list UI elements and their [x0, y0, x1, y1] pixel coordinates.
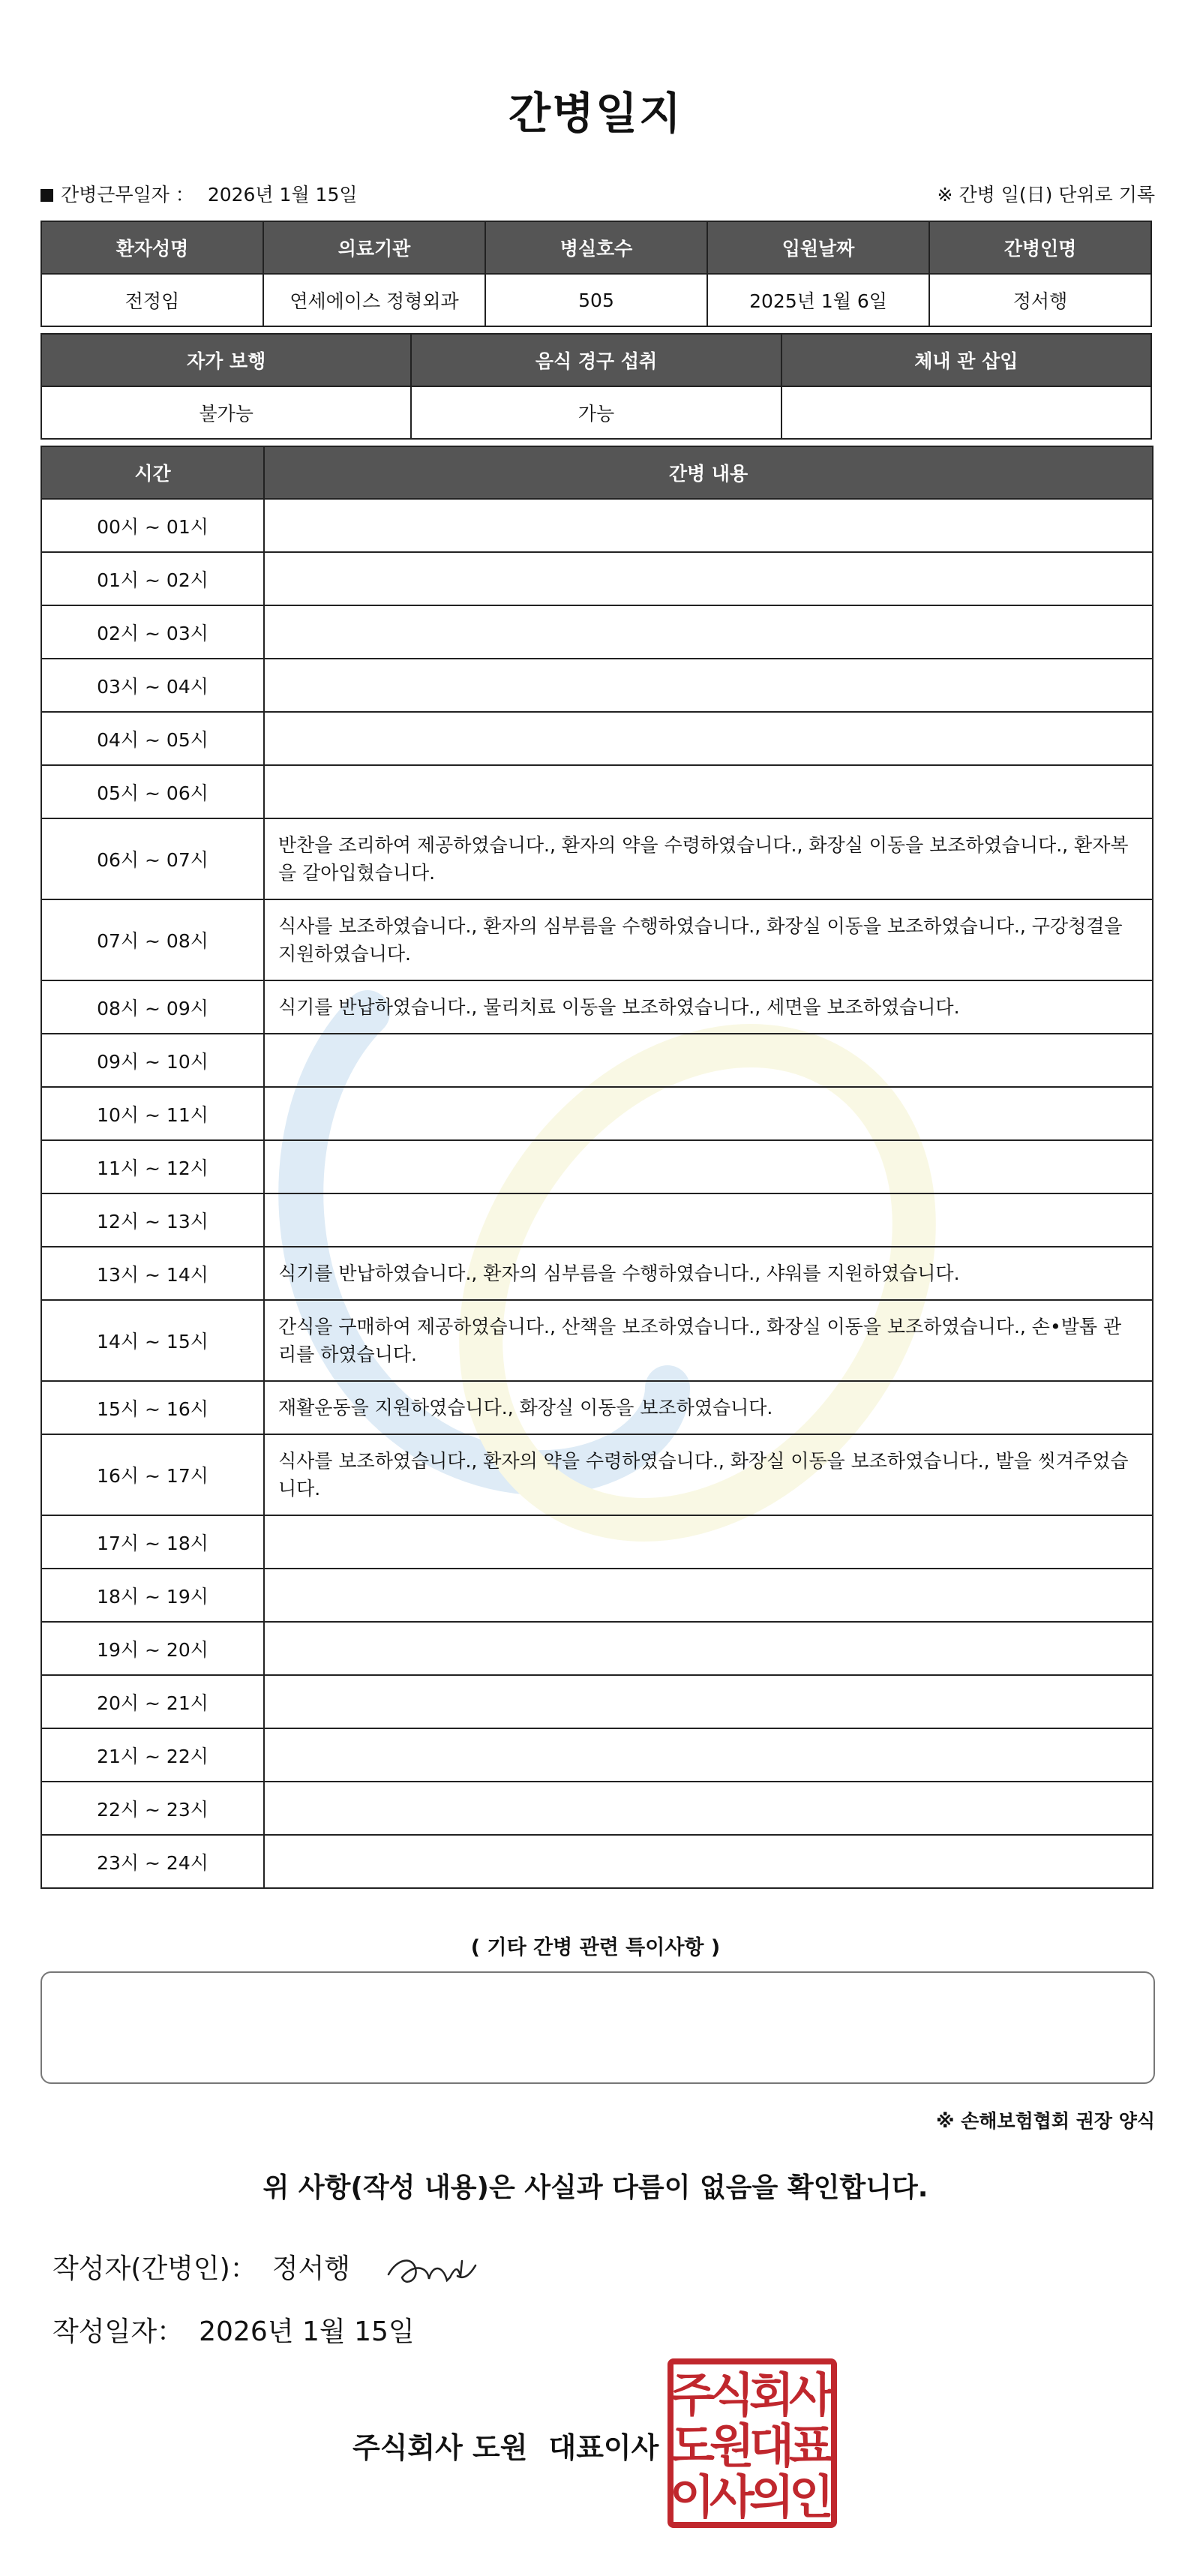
header-patient-name: 환자성명 [41, 221, 263, 274]
table-row [41, 1835, 1153, 1888]
table-row [41, 899, 1153, 980]
svg-text:원: 원 [710, 2418, 754, 2473]
table-row [41, 818, 1153, 899]
table-row [41, 1034, 1153, 1087]
table-row [41, 980, 1153, 1034]
company-seal-icon [668, 2358, 837, 2528]
header-time: 시간 [41, 446, 264, 499]
status-value-row [41, 386, 1151, 439]
header-caregiver: 간병인명 [929, 221, 1151, 274]
time-slot: 13시 ~ 14시 [41, 1247, 264, 1300]
tube-insertion-value [782, 386, 1151, 439]
work-date-value: 2026년 1월 15일 [207, 184, 358, 206]
header-oral-intake: 음식 경구 섭취 [411, 334, 781, 386]
time-slot: 23시 ~ 24시 [41, 1835, 264, 1888]
special-notes-title: ( 기타 간병 관련 특이사항 ) [470, 1936, 721, 1959]
time-slot: 21시 ~ 22시 [41, 1728, 264, 1782]
square-bullet-icon [40, 189, 53, 202]
care-content [264, 712, 1153, 765]
time-slot: 02시 ~ 03시 [41, 605, 264, 659]
table-row [41, 1622, 1153, 1675]
time-slot: 00시 ~ 01시 [41, 499, 264, 552]
care-content [264, 1034, 1153, 1087]
svg-text:사: 사 [789, 2367, 834, 2422]
svg-text:도: 도 [670, 2418, 715, 2473]
table-row [41, 1515, 1153, 1569]
table-row [41, 499, 1153, 552]
header-hospital: 의료기관 [263, 221, 485, 274]
room-number: 505 [485, 274, 707, 326]
table-row [41, 1300, 1153, 1381]
confirm-statement: 위 사항(작성 내용)은 사실과 다름이 없음을 확인합니다. [262, 2172, 928, 2203]
company-line [352, 2424, 658, 2466]
care-content: 식기를 반납하였습니다., 물리치료 이동을 보조하였습니다., 세면을 보조하였습니다. [264, 980, 1153, 1034]
time-slot: 14시 ~ 15시 [41, 1300, 264, 1381]
work-date-label: 간병근무일자 ： [61, 184, 194, 206]
care-content: 간식을 구매하여 제공하였습니다., 산책을 보조하였습니다., 화장실 이동을 보조하였습니다., 손•발톱 관리를 하였습니다. [264, 1300, 1153, 1381]
writer-label: 작성자(간병인)： [52, 2253, 257, 2284]
special-notes-box [40, 1971, 1155, 2084]
care-content [264, 1087, 1153, 1140]
patient-value-row [41, 274, 1151, 326]
patient-name: 전정임 [41, 274, 263, 326]
care-content [264, 1782, 1153, 1835]
svg-text:사: 사 [710, 2469, 754, 2524]
svg-text:의: 의 [749, 2469, 794, 2524]
time-slot: 08시 ~ 09시 [41, 980, 264, 1034]
table-row [41, 1782, 1153, 1835]
patient-header-row [41, 221, 1151, 274]
patient-status-table [40, 333, 1152, 440]
oral-intake-value: 가능 [411, 386, 781, 439]
time-slot: 19시 ~ 20시 [41, 1622, 264, 1675]
time-slot: 20시 ~ 21시 [41, 1675, 264, 1728]
written-date-value: 2026년 1월 15일 [199, 2316, 415, 2347]
work-date-line [40, 180, 358, 207]
care-content [264, 1835, 1153, 1888]
time-slot: 22시 ~ 23시 [41, 1782, 264, 1835]
svg-text:대: 대 [749, 2418, 794, 2473]
time-slot: 10시 ~ 11시 [41, 1087, 264, 1140]
care-content [264, 659, 1153, 712]
care-content: 식기를 반납하였습니다., 환자의 심부름을 수행하였습니다., 샤워를 지원하였습니다. [264, 1247, 1153, 1300]
written-date-label: 작성일자： [52, 2316, 184, 2347]
svg-text:주: 주 [670, 2367, 715, 2422]
care-content [264, 1569, 1153, 1622]
recommend-note: ※ 손해보험협회 권장 양식 [936, 2110, 1155, 2132]
svg-text:인: 인 [789, 2469, 834, 2524]
time-slot: 06시 ~ 07시 [41, 818, 264, 899]
care-content [264, 1140, 1153, 1193]
svg-text:이: 이 [670, 2469, 715, 2524]
care-content [264, 1193, 1153, 1247]
walking-value: 불가능 [41, 386, 411, 439]
svg-text:회: 회 [749, 2367, 794, 2422]
svg-text:식: 식 [710, 2367, 754, 2422]
header-admission-date: 입원날짜 [707, 221, 929, 274]
header-walking: 자가 보행 [41, 334, 411, 386]
caregiver-name: 정서행 [929, 274, 1151, 326]
table-row [41, 1381, 1153, 1434]
status-header-row [41, 334, 1151, 386]
table-row [41, 1434, 1153, 1515]
table-row [41, 1569, 1153, 1622]
care-content: 재활운동을 지원하였습니다., 화장실 이동을 보조하였습니다. [264, 1381, 1153, 1434]
time-slot: 17시 ~ 18시 [41, 1515, 264, 1569]
patient-info-table [40, 221, 1152, 327]
care-log-table [40, 446, 1154, 1889]
care-content: 식사를 보조하였습니다., 환자의 약을 수령하였습니다., 화장실 이동을 보조하였습니다., 발을 씻겨주었습니다. [264, 1434, 1153, 1515]
table-row [41, 1675, 1153, 1728]
written-date-line [52, 2310, 415, 2349]
care-content [264, 605, 1153, 659]
table-row [41, 552, 1153, 605]
care-content: 식사를 보조하였습니다., 환자의 심부름을 수행하였습니다., 화장실 이동을 보조하였습니다., 구강청결을 지원하였습니다. [264, 899, 1153, 980]
svg-text:표: 표 [789, 2418, 834, 2473]
time-slot: 11시 ~ 12시 [41, 1140, 264, 1193]
header-care-content: 간병 내용 [264, 446, 1153, 499]
writer-name: 정서행 [272, 2253, 351, 2284]
table-row [41, 605, 1153, 659]
care-content [264, 1515, 1153, 1569]
care-content [264, 1675, 1153, 1728]
care-content [264, 552, 1153, 605]
document-title: 간병일지 [508, 88, 683, 139]
header-room: 병실호수 [485, 221, 707, 274]
hospital-name: 연세에이스 정형외과 [263, 274, 485, 326]
signature-icon [382, 2243, 480, 2295]
care-content [264, 1622, 1153, 1675]
table-row [41, 659, 1153, 712]
time-slot: 04시 ~ 05시 [41, 712, 264, 765]
time-slot: 05시 ~ 06시 [41, 765, 264, 818]
table-row [41, 712, 1153, 765]
company-name: 주식회사 도원 [352, 2431, 528, 2464]
time-slot: 09시 ~ 10시 [41, 1034, 264, 1087]
care-content [264, 499, 1153, 552]
table-row [41, 1087, 1153, 1140]
unit-note: ※ 간병 일(日) 단위로 기록 [937, 184, 1155, 206]
header-tube-insertion: 체내 관 삽입 [782, 334, 1151, 386]
care-content [264, 765, 1153, 818]
log-header-row [41, 446, 1153, 499]
writer-line [52, 2247, 350, 2286]
admission-date: 2025년 1월 6일 [707, 274, 929, 326]
table-row [41, 1193, 1153, 1247]
care-content: 반찬을 조리하여 제공하였습니다., 환자의 약을 수령하였습니다., 화장실 이동을 보조하였습니다., 환자복을 갈아입혔습니다. [264, 818, 1153, 899]
time-slot: 12시 ~ 13시 [41, 1193, 264, 1247]
time-slot: 16시 ~ 17시 [41, 1434, 264, 1515]
table-row [41, 765, 1153, 818]
time-slot: 03시 ~ 04시 [41, 659, 264, 712]
time-slot: 07시 ~ 08시 [41, 899, 264, 980]
table-row [41, 1140, 1153, 1193]
time-slot: 18시 ~ 19시 [41, 1569, 264, 1622]
care-content [264, 1728, 1153, 1782]
table-row [41, 1728, 1153, 1782]
table-row [41, 1247, 1153, 1300]
company-role: 대표이사 [548, 2431, 659, 2464]
time-slot: 01시 ~ 02시 [41, 552, 264, 605]
time-slot: 15시 ~ 16시 [41, 1381, 264, 1434]
